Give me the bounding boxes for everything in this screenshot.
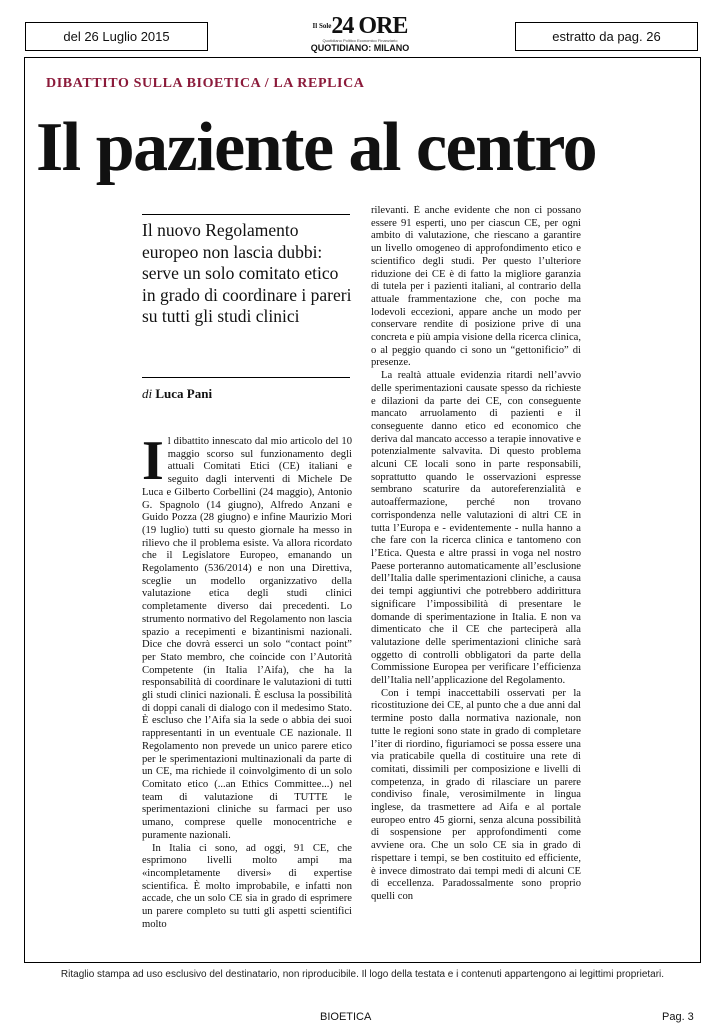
byline [142, 386, 212, 402]
col2-paragraph-1: rilevanti. È anche evidente che non ci possano essere 91 esperti, uno per ciascun CE, per ogni ambito di valutazione, che riescano a garantire un livello omogeneo di approfondimento etico e scientifico degli studi. Per questo l’ulteriore riduzione dei CE è di fatto la migliore garanzia di tutela per i pazienti italiani, al contrario della attuale frammentazione che, con poche ma lodevoli eccezioni, appare anche un modo per conservare rendite di posizione prive di una concreta e più ampia visione della ricerca clinica, o al peggio quando ci sono un “gettonificio” di presenze. [371, 205, 581, 369]
article-headline: Il paziente al centro [36, 109, 597, 186]
col1-paragraph-1 [142, 436, 352, 843]
article-column-2 [371, 205, 581, 950]
date-box [25, 22, 208, 51]
article-column-1 [142, 436, 352, 946]
subtitle-rule-top [142, 214, 350, 215]
masthead-logo [300, 14, 420, 38]
masthead-tagline: Quotidiano Politico Economico Finanziario [322, 38, 398, 43]
col1-paragraph-2: In Italia ci sono, ad oggi, 91 CE, che esprimono livelli molto ampi ma «incompletamente diversi» di expertise scientifica. È molto improbabile, e infatti non accade, che un solo CE sia in grado di esprimere un parere completo su tutti gli aspetti scientifici molto [142, 842, 352, 930]
masthead-city: QUOTIDIANO: MILANO [310, 43, 410, 53]
publication-date: del 26 Luglio 2015 [63, 29, 170, 44]
masthead-logo-text: 24 ORE [331, 13, 408, 39]
author-name: Luca Pani [155, 386, 213, 401]
col2-paragraph-3: Con i tempi inaccettabili osservati per la ricostituzione dei CE, al punto che a due anni dal termine posto dalla normativa nazionale, non tutte le regioni sono state in grado di completare l’iter di riordino, figuriamoci se possa essere una via praticabile quella di costituire una rete di comitati, dissimili per composizione e livelli di competenza, in grado di rilasciare un parere condiviso finale, verosimilmente in lingua inglese, da trasmettere ad Aifa e al portale europeo entro 45 giorni, senza alcuna possibilità di sospensione per approfondimenti come avviene ora. Che un solo CE sia in grado di rispettare i tempi, se ben costituito ed efficiente, è invece dimostrato dai tempi medi di alcuni CE di eccellenza. Paradossalmente sono proprio quelli con [371, 687, 581, 902]
page-number: Pag. 3 [662, 1011, 694, 1023]
article-kicker: DIBATTITO SULLA BIOETICA / LA REPLICA [46, 76, 365, 91]
article-subtitle: Il nuovo Regolamento europeo non lascia dubbi: serve un solo comitato etico in grado di coordinare i pareri su tutti gli studi clinici [142, 220, 352, 326]
footer-disclaimer: Ritaglio stampa ad uso esclusivo del destinatario, non riproducibile. Il logo della testata e i contenuti appartengono ai legittimi proprietari. [60, 969, 665, 980]
dropcap: I [142, 436, 164, 492]
extract-page: estratto da pag. 26 [552, 29, 661, 44]
subtitle-rule-bottom [142, 377, 350, 378]
masthead [300, 14, 420, 58]
section-label: BIOETICA [320, 1011, 372, 1023]
extract-box [515, 22, 698, 51]
col1-paragraph-1-text: l dibattito innescato dal mio articolo del 10 maggio scorso sul funzionamento degli attuali Comitati Etici (CE) italiani e seguito dagli interventi di Michele De Luca e Gilberto Corbellini (24 maggio), Antonio G. Spagnolo (14 giugno), Alfredo Anzani e Guido Pozza (28 giugno) e infine Maurizio Mori (19 luglio) tutti su questo giornale ha messo in rilievo che il problema esiste. Va allora ricordato che il Legislatore Europeo, emanando un Regolamento (536/2014) e non una Direttiva, sceglie un modello organizzativo della valutazione etica degli studi clinici completamente diverso dai precedenti. Lo strumento normativo del Regolamento non lascia spazio a recepimenti e bizantinismi nazionali. Dice che dovrà esserci un solo “contact point” per Stato membro, che coincide con l’Autorità Competente (in Italia l’Aifa), che ha la responsabilità di coordinare le valutazioni di tutti gli studi clinici nazionali. È esclusa la possibilità di doppi canali di dialogo con il medesimo Stato. È escluso che l’Aifa sia la sede o abbia dei suoi rappresentanti in un eventuale CE nazionale. Il Regolamento non prevede un unico parere etico per le sperimentazioni multinazionali da parte di un CE, ma richiede il coinvolgimento di un solo Comitato etico (...an Ethics Committee...) nel team di valutazione di TUTTE le sperimentazioni cliniche su farmaci per uso umano, comprese quelle monocentriche e puramente nazionali. [142, 436, 352, 841]
article-frame [24, 57, 701, 963]
byline-prefix: di [142, 386, 153, 401]
masthead-small: Il Sole [312, 22, 332, 30]
col2-paragraph-2: La realtà attuale evidenzia ritardi nell’avvio delle sperimentazioni causate spesso da richieste e dilazioni da parte dei CE, con conseguente mancato arruolamento di pazienti e il conseguente danno etico ed economico che deriva dal mancato accesso a terapie innovative e potenzialmente salvavita. Di questo problema alcuni CE locali sono in parte responsabili, soprattutto quando le osservazioni espresse sembrano scaturire da autoreferenzialità e autoaffermazione, perché non trovano corrispondenza nelle valutazioni di altri CE in tutta l’Europa e - evidentemente - nulla hanno a che fare con la ricerca clinica e tantomeno con l’Etica. Questa e altre prassi in voga nel nostro Paese porteranno automaticamente all’esclusione dell’Italia dalle sperimentazioni cliniche, a causa dei tempi aggiuntivi che potrebbero addirittura significare l’impossibilità di presentare le domande di sperimentazione in Italia. E non va dimenticato che il CE che parteciperà alla valutazione delle sperimentazioni cliniche sarà oggetto di controlli obbligatori da parte della Commissione Europea per verificare l’efficienza dell’Italia nell’applicazione del Regolamento. [371, 370, 581, 687]
